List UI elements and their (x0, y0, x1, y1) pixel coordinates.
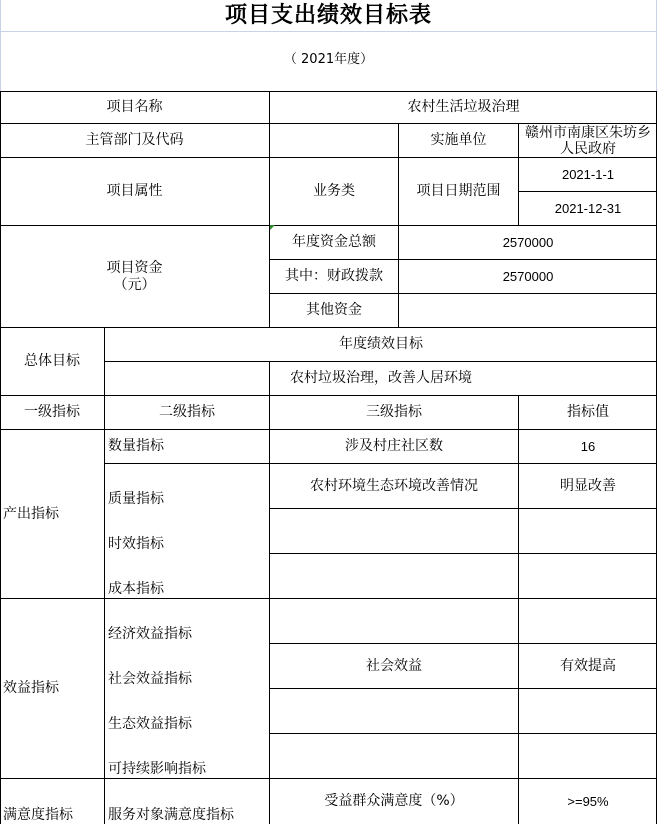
value-sustainable (519, 734, 657, 778)
header-level2: 二级指标 (159, 404, 215, 420)
date-start: 2021-1-1 (561, 167, 615, 182)
impl-unit-label: 实施单位 (430, 132, 487, 148)
header-value: 指标值 (567, 404, 609, 420)
value-cost (519, 554, 657, 598)
impl-unit-value: 赣州市南康区朱坊乡人民政府 (525, 124, 651, 157)
header-level1: 一级指标 (24, 404, 80, 420)
date-range-label: 项目日期范围 (416, 183, 501, 199)
fiscal-label: 其中：财政拨款 (285, 268, 383, 284)
level2-quantity: 数量指标 (108, 438, 164, 454)
annual-total-label: 年度资金总额 (292, 234, 376, 250)
dept-value (270, 124, 398, 157)
year-label: （ 2021年度） (283, 51, 374, 67)
level1-satisfaction: 满意度指标 (3, 807, 73, 823)
level3-quality: 农村环境生态环境改善情况 (310, 477, 478, 494)
annual-total-value: 2570000 (502, 235, 554, 250)
attr-value: 业务类 (313, 183, 355, 199)
other-funds-value (399, 294, 657, 327)
level1-benefit: 效益指标 (3, 680, 59, 696)
page-title: 项目支出绩效目标表 (224, 2, 432, 28)
level2-economic: 经济效益指标 (108, 626, 192, 642)
project-name-value: 农村生活垃圾治理 (407, 99, 520, 115)
level2-quality: 质量指标 (108, 491, 164, 507)
value-economic (519, 599, 657, 643)
funds-label: 项目资金 （元） (106, 259, 163, 293)
attr-label: 项目属性 (106, 183, 163, 199)
value-satisfaction: >=95% (567, 794, 609, 809)
level2-cost: 成本指标 (108, 581, 164, 597)
level2-satisfaction: 服务对象满意度指标 (108, 807, 234, 823)
level2-ecological: 生态效益指标 (108, 716, 192, 732)
other-funds-label: 其他资金 (306, 302, 362, 318)
level1-output: 产出指标 (3, 505, 59, 522)
fiscal-value: 2570000 (502, 269, 554, 284)
level3-sustainable (270, 734, 518, 778)
goals-header: 年度绩效目标 (339, 336, 423, 352)
project-name-label: 项目名称 (106, 99, 163, 115)
level2-timeliness: 时效指标 (108, 536, 164, 552)
level3-timeliness (270, 509, 518, 553)
value-social: 有效提高 (560, 657, 616, 674)
header-level3: 三级指标 (366, 404, 422, 420)
value-quantity: 16 (580, 439, 596, 454)
goals-label: 总体目标 (24, 353, 80, 369)
level3-satisfaction: 受益群众满意度（%） (324, 793, 464, 809)
value-timeliness (519, 509, 657, 553)
level3-social: 社会效益 (366, 657, 422, 674)
goals-text: 农村垃圾治理，改善人居环境 (290, 370, 472, 386)
level3-cost (270, 554, 518, 598)
level2-sustainable: 可持续影响指标 (108, 761, 206, 777)
value-ecological (519, 689, 657, 733)
value-quality: 明显改善 (560, 477, 616, 494)
level3-ecological (270, 689, 518, 733)
level3-economic (270, 599, 518, 643)
dept-label: 主管部门及代码 (85, 132, 184, 148)
level2-social: 社会效益指标 (108, 671, 192, 687)
level3-quantity: 涉及村庄社区数 (345, 438, 443, 454)
date-end: 2021-12-31 (554, 201, 622, 216)
